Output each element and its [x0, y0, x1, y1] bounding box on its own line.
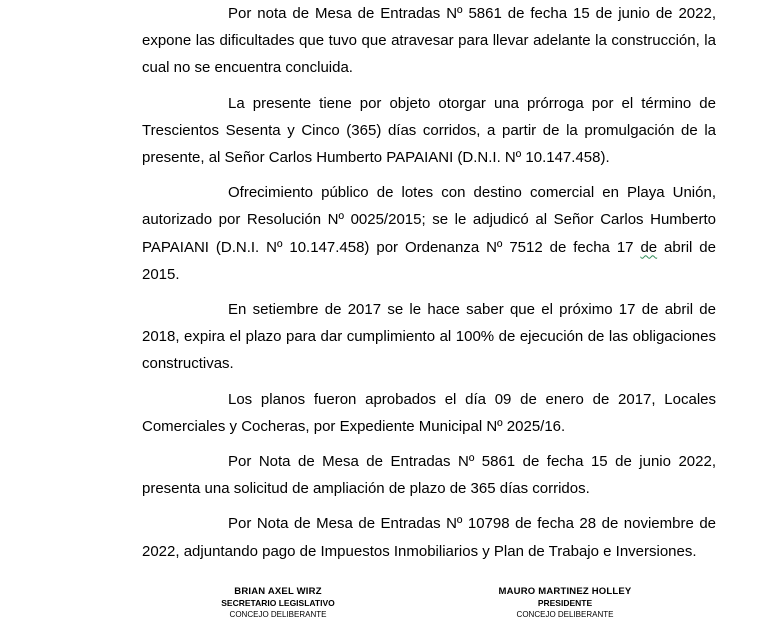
signatory-name: MAURO MARTINEZ HOLLEY	[498, 586, 632, 597]
paragraph-2: La presente tiene por objeto otorgar una prórroga por el término de Trescientos Sesenta y Cinco (365) días corridos, a partir de la promulgación de la presente, al Señor Carlos Humberto PAPAIANI (D.N.I. Nº 10.147.458).	[142, 94, 716, 167]
signature-block-president	[455, 586, 675, 620]
paragraph-4: En setiembre de 2017 se le hace saber que el próximo 17 de abril de 2018, expira el plazo para dar cumplimiento al 100% de ejecución de las obligaciones constructivas.	[142, 301, 716, 373]
signatory-org: CONCEJO DELIBERANTE	[516, 610, 614, 619]
signatory-name: BRIAN AXEL WIRZ	[234, 586, 322, 597]
signatory-org: CONCEJO DELIBERANTE	[229, 610, 327, 619]
paragraph-3	[142, 179, 716, 288]
signature-block-secretary	[168, 586, 388, 620]
paragraph-7: Por Nota de Mesa de Entradas Nº 10798 de fecha 28 de noviembre de 2022, adjuntando pago de Impuestos Inmobiliarios y Plan de Trabajo e Inversiones.	[142, 515, 716, 560]
paragraph-5: Los planos fueron aprobados el día 09 de enero de 2017, Locales Comerciales y Cocheras, por Expediente Municipal Nº 2025/16.	[142, 390, 716, 435]
signatory-role: SECRETARIO LEGISLATIVO	[221, 598, 335, 608]
spellcheck-word: de	[640, 238, 658, 256]
paragraph-1: Por nota de Mesa de Entradas Nº 5861 de fecha 15 de junio de 2022, expone las dificultades que tuvo que atravesar para llevar adelante la construcción, la cual no se encuentra concluida.	[142, 5, 716, 77]
document-body	[142, 0, 716, 573]
paragraph-3-text: Ofrecimiento público de lotes con destino comercial en Playa Unión, autorizado por Resolución Nº 0025/2015; se le adjudicó al Señor Carlos Humberto PAPAIANI (D.N.I. Nº 10.147.458) por Ordenanza Nº 7512 de fecha 17	[142, 184, 716, 256]
paragraph-6: Por Nota de Mesa de Entradas Nº 5861 de fecha 15 de junio 2022, presenta una solicitud de ampliación de plazo de 365 días corridos.	[142, 453, 716, 498]
signatory-role: PRESIDENTE	[537, 598, 593, 608]
paragraph-3-tail: abril de 2015.	[142, 238, 716, 283]
